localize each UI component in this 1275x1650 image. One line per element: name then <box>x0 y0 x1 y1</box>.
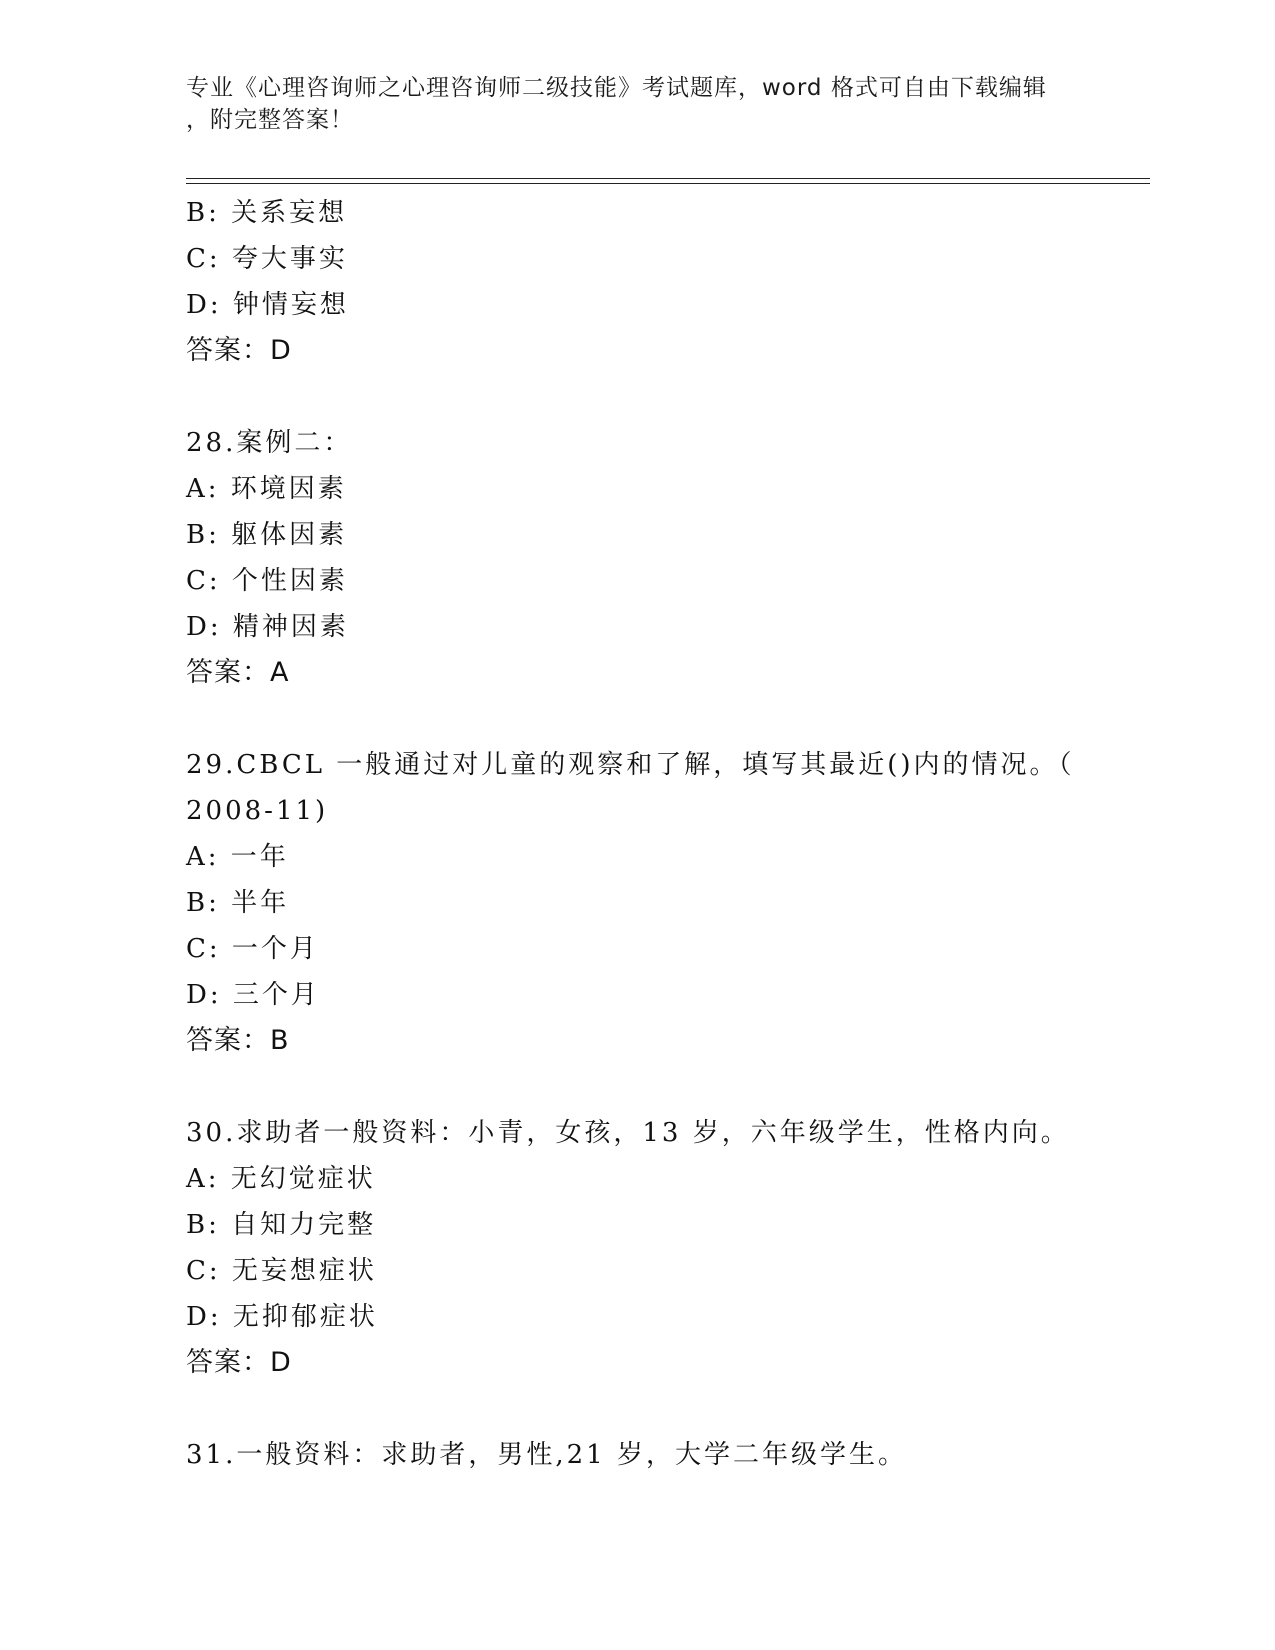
option-c: C: 夸大事实 <box>186 244 348 274</box>
header-divider-top <box>186 178 1150 179</box>
option-b: B: 半年 <box>186 888 290 918</box>
spacer <box>186 1386 1146 1432</box>
question-block-30 <box>186 1110 1146 1386</box>
answer-line: 答案：B <box>186 1025 290 1056</box>
spacer <box>186 1064 1146 1110</box>
question-text: 30.求助者一般资料：小青，女孩，13 岁，六年级学生，性格内向。 <box>186 1118 1070 1148</box>
header-line-1: 专业《心理咨询师之心理咨询师二级技能》考试题库，word 格式可自由下载编辑 <box>186 75 1047 101</box>
option-d: D: 三个月 <box>186 980 320 1010</box>
option-b: B: 躯体因素 <box>186 520 348 550</box>
header-divider-bottom <box>186 183 1150 184</box>
question-text: 31.一般资料：求助者，男性,21 岁，大学二年级学生。 <box>186 1440 907 1470</box>
question-block-31 <box>186 1432 1146 1478</box>
option-d: D: 无抑郁症状 <box>186 1302 378 1332</box>
question-block-28 <box>186 420 1146 696</box>
spacer <box>186 374 1146 420</box>
document-body <box>186 190 1146 1478</box>
answer-line: 答案：D <box>186 1347 292 1378</box>
option-b: B: 自知力完整 <box>186 1210 377 1240</box>
option-c: C: 一个月 <box>186 934 319 964</box>
option-a: A: 无幻觉症状 <box>186 1164 376 1194</box>
answer-line: 答案：D <box>186 335 292 366</box>
option-b: B: 关系妄想 <box>186 198 348 228</box>
question-text-line-1: 29.CBCL 一般通过对儿童的观察和了解，填写其最近()内的情况。（ <box>186 750 1075 780</box>
question-block-prev <box>186 190 1146 374</box>
question-text-line-2: 2008-11) <box>186 796 329 826</box>
spacer <box>186 696 1146 742</box>
option-a: A: 环境因素 <box>186 474 347 504</box>
document-header <box>186 72 1086 136</box>
option-d: D: 钟情妄想 <box>186 290 349 320</box>
question-text: 28.案例二： <box>186 428 353 458</box>
option-d: D: 精神因素 <box>186 612 349 642</box>
answer-line: 答案：A <box>186 657 290 688</box>
option-c: C: 无妄想症状 <box>186 1256 377 1286</box>
option-c: C: 个性因素 <box>186 566 348 596</box>
question-block-29 <box>186 742 1146 1064</box>
header-line-2: ，附完整答案！ <box>186 107 354 133</box>
option-a: A: 一年 <box>186 842 289 872</box>
